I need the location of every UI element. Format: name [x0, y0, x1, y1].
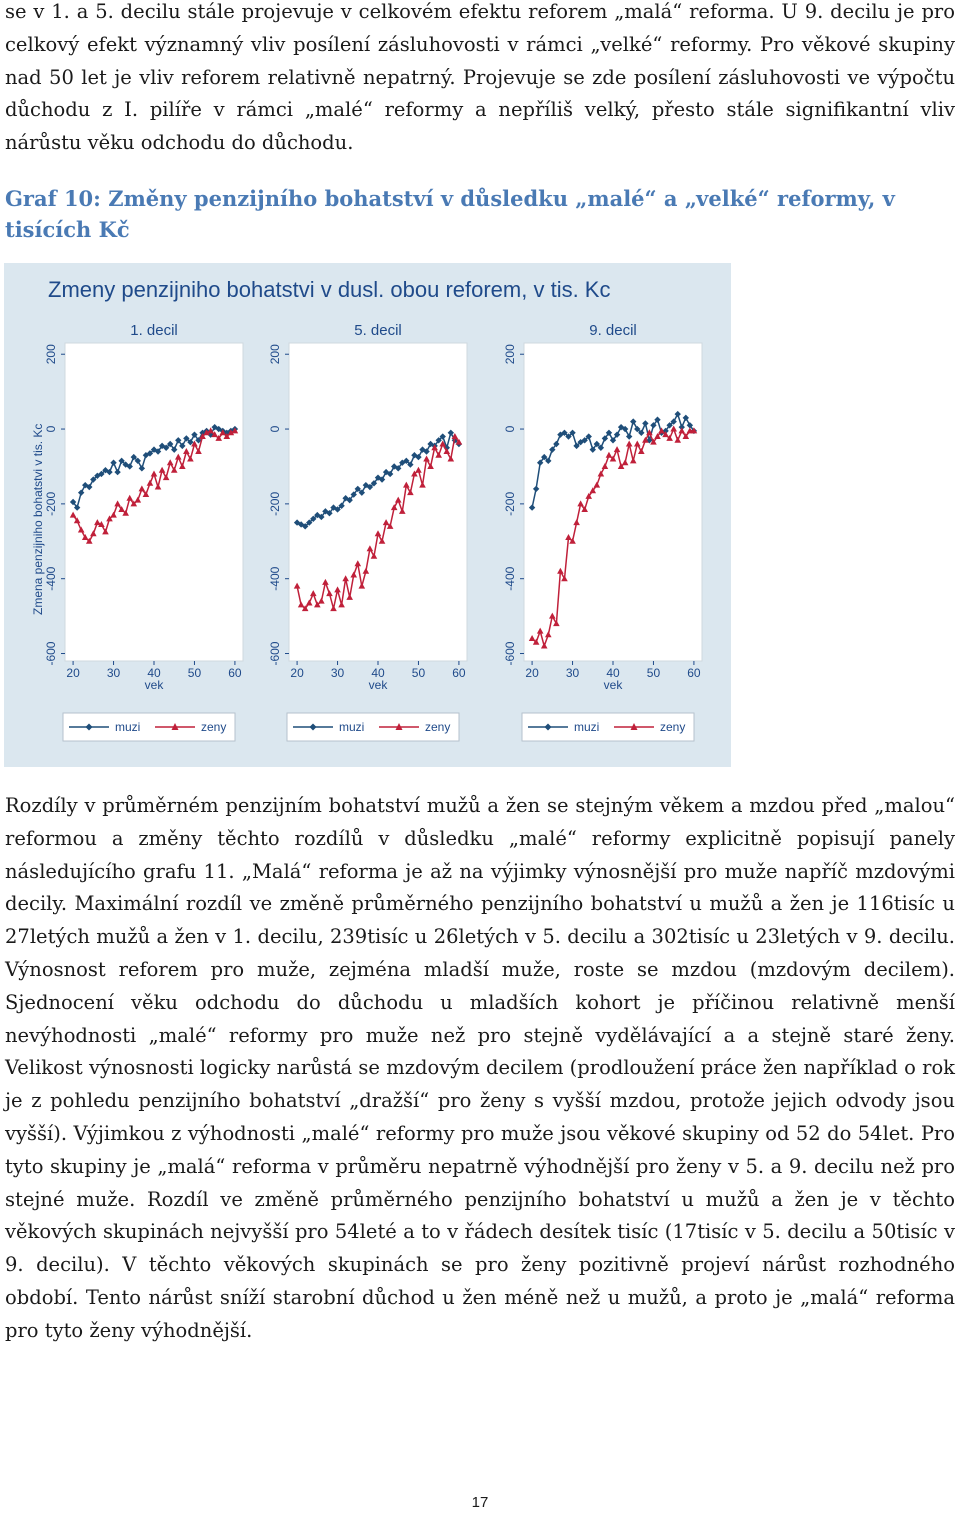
plot-area — [289, 343, 467, 661]
xtick-label: 40 — [147, 666, 161, 680]
legend-zeny-label: zeny — [201, 720, 227, 734]
paragraph-after-figure: Rozdíly v průměrném penzijním bohatství mužů a žen se stejným věkem a mzdou před „malou“ reformou a změny těchto rozdílů v důsledku „malé“ reformy explicitně popisují panely následujícího grafu 11. „Malá“ reforma je až na výjimky výnosnější pro muže napříč mzdovými decily. Maximální rozdíl ve změně průměrného penzijního bohatství u mužů a žen je 116tisíc u 27letých mužů a žen v 1. decilu, 239tisíc u 26letých v 5. decilu a 302tisíc u 23letých v 9. decilu. Výnosnost reforem pro muže, zejména mladší muže, roste se mzdou (mzdovým decilem). Sjednocení věku odchodu do důchodu u mladších kohort je příčinou relativně menší nevýhodnosti „malé“ reformy pro muže než pro stejně vydělávající a a stejně staré ženy. Velikost výnosnosti logicky narůstá se mzdovým decilem (prodloužení práce žen například o rok je z pohledu penzijního bohatství „dražší“ pro ženy s vyšší mzdou, protože jejich odvody jsou vyšší). Výjimkou z výhodnosti „malé“ reformy pro muže jsou věkové skupiny od 52 do 54let. Pro tyto skupiny je „malá“ reforma v průměru nepatrně výhodnější pro ženy v 5. a 9. decilu než pro stejné muže. Rozdíl ve změně průměrného penzijního bohatství u mužů a žen je v těchto věkových skupinách nejvyšší pro 54leté a to v řádech desítek tisíc (17tisíc v 5. decilu a 50tisíc v 9. decilu). V těchto věkových skupinách se pro ženy pozitivně projeví nárůst rozhodného období. Tento nárůst sníží starobní důchod u žen méně než u mužů, a proto je „malá“ reforma pro tyto ženy výhodnější. — [5, 794, 955, 1342]
page-number: 17 — [471, 1494, 489, 1511]
ytick-label: -200 — [503, 491, 517, 516]
ytick-label: 200 — [44, 344, 58, 365]
xtick-label: 30 — [330, 666, 345, 680]
ytick-label: -200 — [44, 491, 58, 516]
xtick-label: 50 — [411, 666, 426, 680]
ytick-label: -600 — [268, 641, 282, 666]
xtick-label: 40 — [606, 666, 620, 680]
x-axis-label: vek — [144, 678, 164, 692]
x-axis-label: vek — [368, 678, 388, 692]
paragraph-before-figure: se v 1. a 5. decilu stále projevuje v celkovém efektu reforem „malá“ reforma. U 9. decilu je pro celkový efekt významný vliv posílení zásluhovosti v rámci „velké“ reformy. Pro věkové skupiny nad 50 let je vliv reforem relativně nepatrný. Projevuje se zde posílení zásluhovosti ve výpočtu důchodu z I. pilíře v rámci „malé“ reformy a nepříliš velký, přesto stále signifikantní vliv nárůstu věku odchodu do důchodu. — [5, 0, 955, 155]
ytick-label: -600 — [44, 641, 58, 666]
legend-muzi-label: muzi — [574, 720, 600, 734]
xtick-label: 20 — [525, 666, 539, 680]
legend-zeny-label: zeny — [425, 720, 451, 734]
xtick-label: 50 — [646, 666, 661, 680]
xtick-label: 30 — [565, 666, 580, 680]
ytick-label: 0 — [44, 425, 58, 433]
plot-area — [524, 343, 702, 661]
legend-muzi-label: muzi — [339, 720, 365, 734]
xtick-label: 40 — [371, 666, 385, 680]
ytick-label: 200 — [503, 344, 517, 365]
x-axis-label: vek — [603, 678, 623, 692]
ytick-label: -400 — [268, 566, 282, 591]
chart-title: Zmeny penzijniho bohatstvi v dusl. obou reforem, v tis. Kc — [48, 277, 611, 302]
legend — [63, 713, 235, 741]
figure-caption: Graf 10: Změny penzijního bohatství v důsledku „malé“ a „velké“ reformy, v tisících Kč — [5, 186, 895, 242]
legend-muzi-label: muzi — [115, 720, 141, 734]
xtick-label: 60 — [687, 666, 701, 680]
ytick-label: -400 — [503, 566, 517, 591]
xtick-label: 50 — [187, 666, 202, 680]
xtick-label: 20 — [66, 666, 80, 680]
figure-chart — [4, 263, 731, 767]
plot-area — [65, 343, 243, 661]
panel-title: 5. decil — [354, 322, 402, 339]
xtick-label: 60 — [452, 666, 466, 680]
ytick-label: 200 — [268, 344, 282, 365]
ytick-label: 0 — [268, 425, 282, 433]
xtick-label: 60 — [228, 666, 242, 680]
panel-title: 1. decil — [130, 322, 178, 339]
panel-title: 9. decil — [589, 322, 637, 339]
xtick-label: 20 — [290, 666, 304, 680]
ytick-label: -400 — [44, 566, 58, 591]
legend — [287, 713, 459, 741]
ytick-label: -200 — [268, 491, 282, 516]
chart-ylabel: Zmena penzijniho bohatstvi v tis. Kc — [31, 423, 45, 615]
xtick-label: 30 — [106, 666, 121, 680]
ytick-label: 0 — [503, 425, 517, 433]
legend — [522, 713, 694, 741]
legend-zeny-label: zeny — [660, 720, 686, 734]
ytick-label: -600 — [503, 641, 517, 666]
